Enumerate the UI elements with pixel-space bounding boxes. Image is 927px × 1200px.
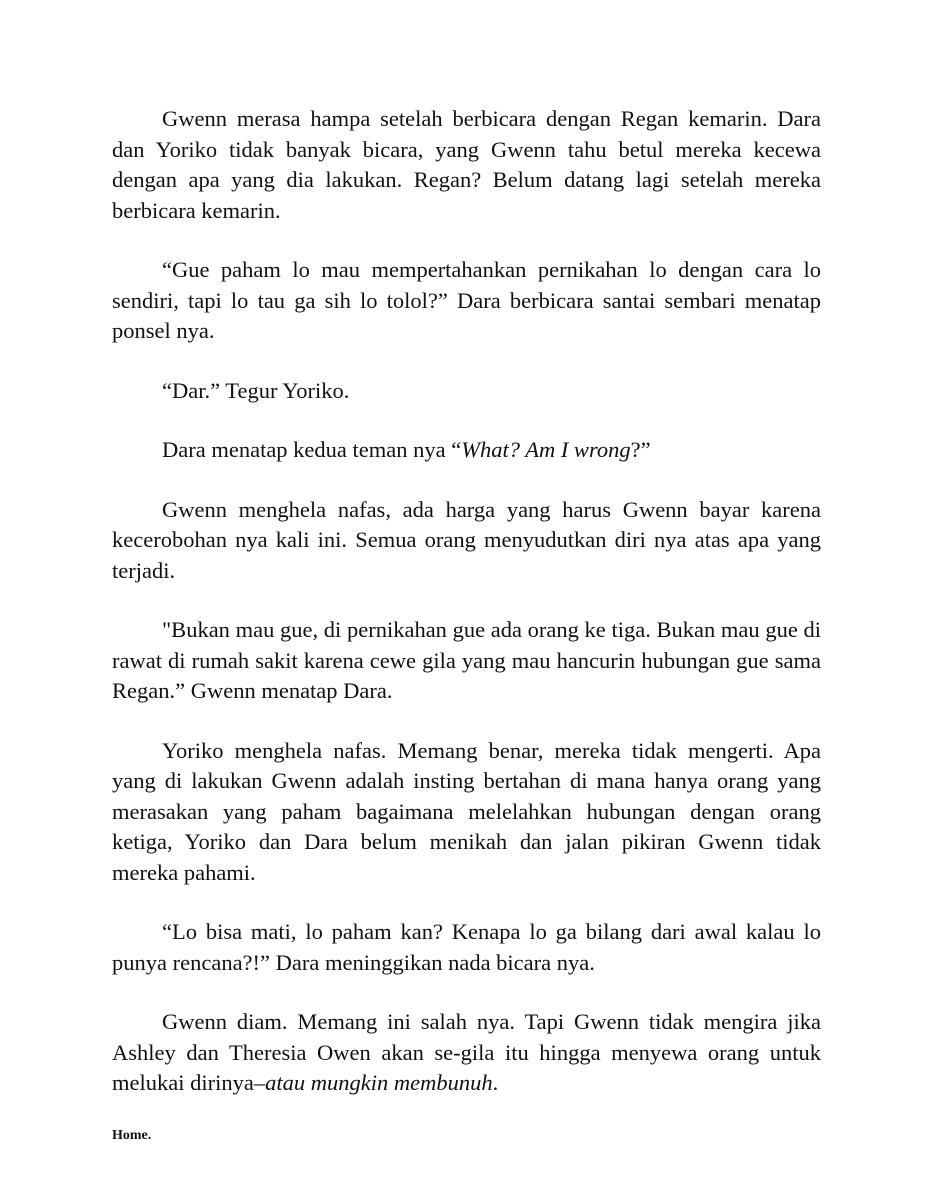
- paragraph-9-italic: atau mungkin membunuh: [265, 1070, 493, 1095]
- paragraph-8: “Lo bisa mati, lo paham kan? Kenapa lo ga bilang dari awal kalau lo punya rencana?!” Dara meninggikan nada bicara nya.: [112, 919, 821, 975]
- paragraph-2: “Gue paham lo mau mempertahankan pernikahan lo dengan cara lo sendiri, tapi lo tau ga sih lo tolol?” Dara berbicara santai sembari menatap ponsel nya.: [112, 257, 821, 343]
- paragraph-1: Gwenn merasa hampa setelah berbicara dengan Regan kemarin. Dara dan Yoriko tidak banyak bicara, yang Gwenn tahu betul mereka kecewa dengan apa yang dia lakukan. Regan? Belum datang lagi setelah mereka berbicara kemarin.: [112, 106, 821, 223]
- paragraph-5: Gwenn menghela nafas, ada harga yang harus Gwenn bayar karena kecerobohan nya kali ini. Semua orang menyudutkan diri nya atas apa yang terjadi.: [112, 496, 821, 583]
- page-body: [112, 104, 821, 1128]
- paragraph-9-end: .: [492, 1070, 499, 1095]
- paragraph-9-text: Gwenn diam. Memang ini salah nya. Tapi Gwenn tidak mengira jika Ashley dan Theresia Owen akan se-gila itu hingga menyewa orang untuk melukai dirinya–: [112, 1009, 821, 1095]
- paragraph-4-text: Dara menatap kedua teman nya “: [162, 437, 462, 462]
- paragraph-7: Yoriko menghela nafas. Memang benar, mereka tidak mengerti. Apa yang di lakukan Gwenn adalah insting bertahan di mana hanya orang yang merasakan yang paham bagaimana melelahkan hubungan dengan orang ketiga, Yoriko dan Dara belum menikah dan jalan pikiran Gwenn tidak mereka pahami.: [112, 737, 821, 885]
- paragraph-3: “Dar.” Tegur Yoriko.: [162, 377, 350, 403]
- paragraph-4: [112, 435, 821, 466]
- paragraph-9: [112, 1007, 821, 1099]
- paragraph-4-end: ?”: [630, 437, 651, 462]
- page-footer: Home.: [112, 1128, 152, 1143]
- paragraph-6: "Bukan mau gue, di pernikahan gue ada orang ke tiga. Bukan mau gue di rawat di rumah sakit karena cewe gila yang mau hancurin hubungan gue sama Regan.” Gwenn menatap Dara.: [112, 617, 821, 703]
- paragraph-4-italic: What? Am I wrong: [461, 437, 631, 462]
